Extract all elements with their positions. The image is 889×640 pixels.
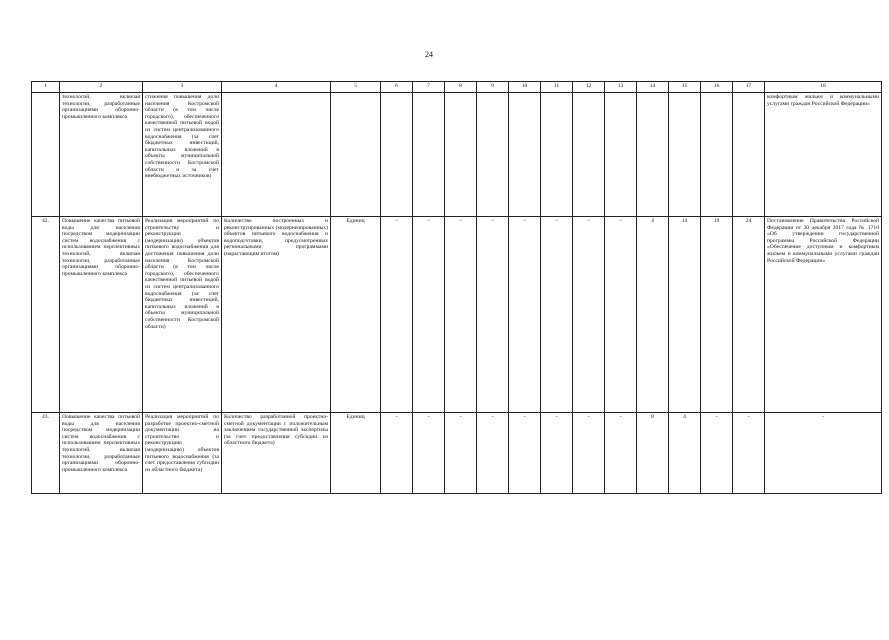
- value-cell: [477, 93, 509, 217]
- page-number: 24: [425, 50, 433, 59]
- table-row: [32, 217, 882, 413]
- column-header: 9: [477, 82, 509, 93]
- value-cell: -: [701, 413, 733, 494]
- value-cell: -: [445, 217, 477, 413]
- measure-cell: стижения повышения доли населения Костромской области (в том числе городского), обеспеченного качественной питьевой водой из систем централизованного водоснабжения (за счет бюджетных инвестиций, капитальных вложений в объекты муниципальной собственности Костромской области и за счет внебюджетных источников): [143, 93, 222, 217]
- value-cell: [637, 93, 669, 217]
- column-header: 7: [413, 82, 445, 93]
- value-cell: 4: [637, 217, 669, 413]
- value-cell: [381, 93, 413, 217]
- column-header: 16: [701, 82, 733, 93]
- value-cell: -: [605, 413, 637, 494]
- column-header: 10: [509, 82, 541, 93]
- value-cell: -: [733, 413, 765, 494]
- value-cell: -: [477, 217, 509, 413]
- goal-cell: Повышение качества питьевой воды для населения посредством модернизации систем водоснабжения с использованием перспективных технологий, включая технологии, разработанные организациями оборонно-промышленного комплекса: [60, 413, 143, 494]
- value-cell: -: [413, 217, 445, 413]
- measure-cell: Реализация мероприятий по строительству и реконструкции (модернизации) объектов питьевого водоснабжения для достижения повышения доли населения Костромской области (в том числе городского), обеспеченного качественной питьевой водой из систем централизованного водоснабжения (за счет бюджетных инвестиций, капитальных вложений в объекты муниципальной собственности Костромской области): [143, 217, 222, 413]
- column-header: 12: [573, 82, 605, 93]
- indicator-cell: Количество разработанной проектно-сметной документации с положительным заключением государственной экспертизы (за счет предоставления субсидии из областного бюджета): [222, 413, 331, 494]
- value-cell: [413, 93, 445, 217]
- column-header: 17: [733, 82, 765, 93]
- column-header: 8: [445, 82, 477, 93]
- row-number: [32, 93, 60, 217]
- value-cell: [541, 93, 573, 217]
- column-header: 1: [32, 82, 60, 93]
- value-cell: 4: [669, 413, 701, 494]
- measure-cell: Реализация мероприятий по разработке проектно-сметной документации на строительство и реконструкцию (модернизацию) объектов питьевого водоснабжения (за счет предоставления субсидии из областного бюджета): [143, 413, 222, 494]
- indicator-table: [31, 81, 882, 494]
- indicator-cell: Количество построенных и реконструированных (модернизированных) объектов питьевого водоснабжения и водоподготовки, предусмотренных региональными программами (нарастающим итогом): [222, 217, 331, 413]
- column-header: 13: [605, 82, 637, 93]
- value-cell: -: [381, 217, 413, 413]
- column-header: 5: [331, 82, 381, 93]
- value-cell: -: [541, 217, 573, 413]
- value-cell: -: [445, 413, 477, 494]
- value-cell: [733, 93, 765, 217]
- value-cell: -: [573, 217, 605, 413]
- value-cell: -: [381, 413, 413, 494]
- value-cell: 14: [669, 217, 701, 413]
- value-cell: -: [509, 413, 541, 494]
- basis-cell: комфортным жильем и коммунальными услугами граждан Российской Федерации»: [765, 93, 882, 217]
- goal-cell: технологий, включая технологии, разработанные организациями оборонно-промышленного комплекса: [60, 93, 143, 217]
- column-number-header-row: [32, 82, 882, 93]
- basis-cell: Постановление Правительства Российской Федерации от 30 декабря 2017 года № 1710 «Об утверждении государственной программы Российской Федерации «Обеспечение доступным и комфортным жильем и коммунальными услугами граждан Российской Федерации»: [765, 217, 882, 413]
- value-cell: -: [509, 217, 541, 413]
- column-header: 2: [60, 82, 143, 93]
- row-number: 42.: [32, 217, 60, 413]
- unit-cell: Единиц: [331, 217, 381, 413]
- column-header: 6: [381, 82, 413, 93]
- value-cell: -: [573, 413, 605, 494]
- value-cell: -: [477, 413, 509, 494]
- indicator-cell: [222, 93, 331, 217]
- row-number: 43.: [32, 413, 60, 494]
- goal-cell: Повышение качества питьевой воды для населения посредством модернизации систем водоснабжения с использованием перспективных технологий, включая технологии, разработанные организациями оборонно-промышленного комплекса: [60, 217, 143, 413]
- unit-cell: Единиц: [331, 413, 381, 494]
- value-cell: [701, 93, 733, 217]
- value-cell: 24: [733, 217, 765, 413]
- column-header: 14: [637, 82, 669, 93]
- value-cell: 19: [701, 217, 733, 413]
- value-cell: [509, 93, 541, 217]
- table-row: [32, 413, 882, 494]
- value-cell: [573, 93, 605, 217]
- value-cell: 8: [637, 413, 669, 494]
- value-cell: -: [413, 413, 445, 494]
- column-header: 11: [541, 82, 573, 93]
- value-cell: -: [605, 217, 637, 413]
- value-cell: [605, 93, 637, 217]
- column-header: 4: [222, 82, 331, 93]
- value-cell: [445, 93, 477, 217]
- value-cell: [669, 93, 701, 217]
- table-row: [32, 93, 882, 217]
- column-header: 3: [143, 82, 222, 93]
- column-header: 15: [669, 82, 701, 93]
- column-header: 18: [765, 82, 882, 93]
- basis-cell: -: [765, 413, 882, 494]
- value-cell: -: [541, 413, 573, 494]
- unit-cell: [331, 93, 381, 217]
